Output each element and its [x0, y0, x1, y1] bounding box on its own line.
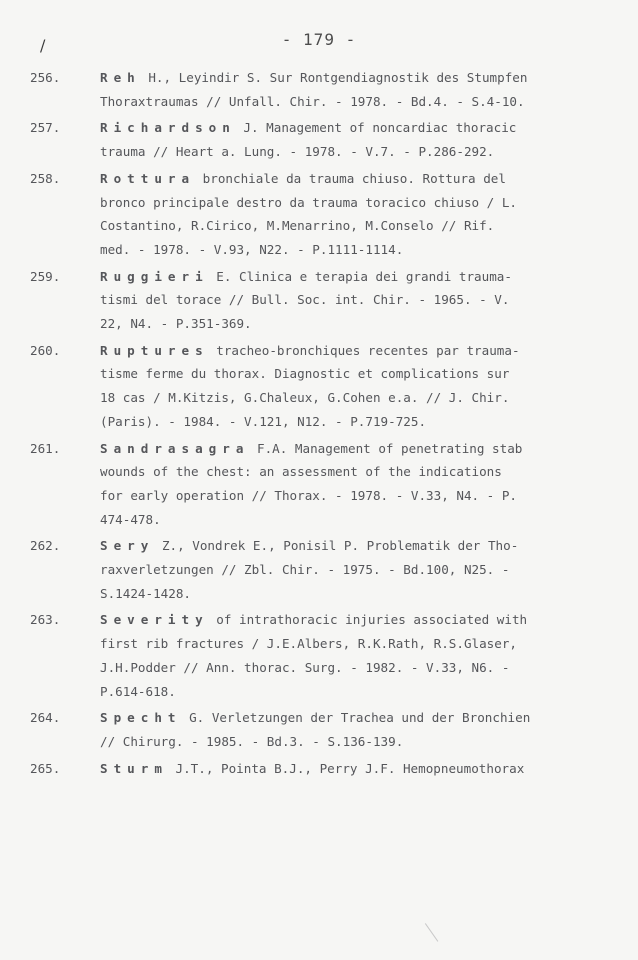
entry-line [100, 238, 626, 262]
entry-author: Sery [100, 538, 155, 554]
entry-text: 474-478. [100, 511, 161, 527]
entry-text: // Chirurg. - 1985. - Bd.3. - S.136-139. [100, 733, 404, 749]
entry-line [100, 582, 626, 606]
entry-number: 257. [30, 120, 61, 136]
entry-text: Thoraxtraumas // Unfall. Chir. - 1978. - Bd.4. - S.4-10. [100, 93, 525, 109]
entry-number: 263. [30, 612, 61, 628]
entry-number: 258. [30, 170, 61, 186]
entry-author: Sturm [100, 760, 168, 776]
entry-author: Ruptures [100, 342, 209, 358]
entry-line [100, 140, 626, 164]
entry-line [100, 680, 626, 704]
entry-line [100, 265, 626, 289]
entry-line [100, 312, 626, 336]
entry-text: J.H.Podder // Ann. thorac. Surg. - 1982. - V.33, N6. - [100, 659, 510, 675]
entry-text: H., Leyindir S. Sur Rontgendiagnostik des Stumpfen [148, 70, 528, 85]
bibliography-entry [30, 608, 626, 703]
bibliography-entry [30, 167, 626, 262]
entry-line [100, 191, 626, 215]
entry-line [100, 706, 626, 730]
entry-text: Costantino, R.Cirico, M.Menarrino, M.Conselo // Rif. [100, 218, 495, 234]
entry-author: Ruggieri [100, 268, 209, 284]
entry-line [100, 339, 626, 363]
bibliography-entry [30, 339, 626, 434]
entry-number: 261. [30, 440, 61, 456]
entry-line [100, 484, 626, 508]
entry-text: wounds of the chest: an assessment of the indications [100, 464, 502, 480]
entry-author: Reh [100, 70, 141, 85]
entry-line [100, 508, 626, 532]
entry-number: 260. [30, 342, 61, 358]
entry-line [100, 437, 626, 461]
entry-line [100, 167, 626, 191]
entry-line [100, 534, 626, 558]
entry-text: (Paris). - 1984. - V.121, N12. - P.719-725. [100, 413, 427, 429]
bibliography-entry [30, 437, 626, 532]
entry-number: 256. [30, 70, 61, 85]
entry-line [100, 288, 626, 312]
entry-line [100, 386, 626, 410]
entry-text: med. - 1978. - V.93, N22. - P.1111-1114. [100, 241, 404, 257]
bibliography-entry [30, 706, 626, 753]
entry-line [100, 656, 626, 680]
entry-text: G. Verletzungen der Trachea und der Bronchien [189, 710, 531, 726]
entry-line [100, 362, 626, 386]
entry-line [100, 558, 626, 582]
bibliography-entry [30, 116, 626, 163]
entry-text: 22, N4. - P.351-369. [100, 316, 252, 332]
entry-text: tismi del torace // Bull. Soc. int. Chir. - 1965. - V. [100, 292, 510, 308]
entry-line [100, 90, 626, 114]
entry-text: F.A. Management of penetrating stab [257, 440, 523, 456]
bibliography-entry [30, 66, 626, 113]
entry-text: bronchiale da trauma chiuso. Rottura del [202, 170, 506, 186]
entry-text: for early operation // Thorax. - 1978. - V.33, N4. - P. [100, 487, 518, 503]
entry-text: raxverletzungen // Zbl. Chir. - 1975. - Bd.100, N25. - [100, 562, 510, 578]
entry-text: trauma // Heart a. Lung. - 1978. - V.7. - P.286-292. [100, 144, 495, 160]
entry-author: Specht [100, 710, 182, 726]
entry-line [100, 116, 626, 140]
entry-author: Sandrasagra [100, 440, 250, 456]
entry-line [100, 632, 626, 656]
entry-number: 264. [30, 710, 61, 726]
page-number: - 179 - [281, 30, 357, 49]
bibliography-entry [30, 534, 626, 605]
entry-line [100, 757, 626, 781]
entry-line [100, 460, 626, 484]
entry-text: P.614-618. [100, 683, 176, 699]
entry-text: of intrathoracic injuries associated with [216, 612, 528, 628]
bibliography-entry [30, 757, 626, 781]
bibliography-entry [30, 265, 626, 336]
entry-line [100, 410, 626, 434]
scan-artifact [425, 916, 448, 941]
bibliography-list [30, 66, 626, 783]
entry-text: tisme ferme du thorax. Diagnostic et complications sur [100, 366, 510, 382]
entry-author: Richardson [100, 120, 236, 136]
entry-number: 262. [30, 538, 61, 554]
entry-text: 18 cas / M.Kitzis, G.Chaleux, G.Cohen e.a. // J. Chir. [100, 390, 510, 406]
entry-line [100, 730, 626, 754]
entry-text: bronco principale destro da trauma toracico chiuso / L. [100, 194, 518, 210]
entry-text: J.T., Pointa B.J., Perry J.F. Hemopneumothorax [175, 760, 525, 776]
entry-text: E. Clinica e terapia dei grandi trauma- [216, 268, 512, 284]
entry-author: Rottura [100, 170, 196, 186]
entry-line [100, 214, 626, 238]
entry-text: tracheo-bronchiques recentes par trauma- [216, 342, 520, 358]
handwritten-margin-mark: / [40, 36, 46, 55]
entry-text: first rib fractures / J.E.Albers, R.K.Rath, R.S.Glaser, [100, 636, 518, 652]
entry-line [100, 608, 626, 632]
entry-line [100, 66, 626, 90]
entry-number: 265. [30, 760, 61, 776]
entry-number: 259. [30, 268, 61, 284]
entry-text: J. Management of noncardiac thoracic [243, 120, 517, 136]
entry-author: Severity [100, 612, 209, 628]
entry-text: S.1424-1428. [100, 585, 191, 601]
entry-text: Z., Vondrek E., Ponisil P. Problematik der Tho- [161, 538, 519, 554]
